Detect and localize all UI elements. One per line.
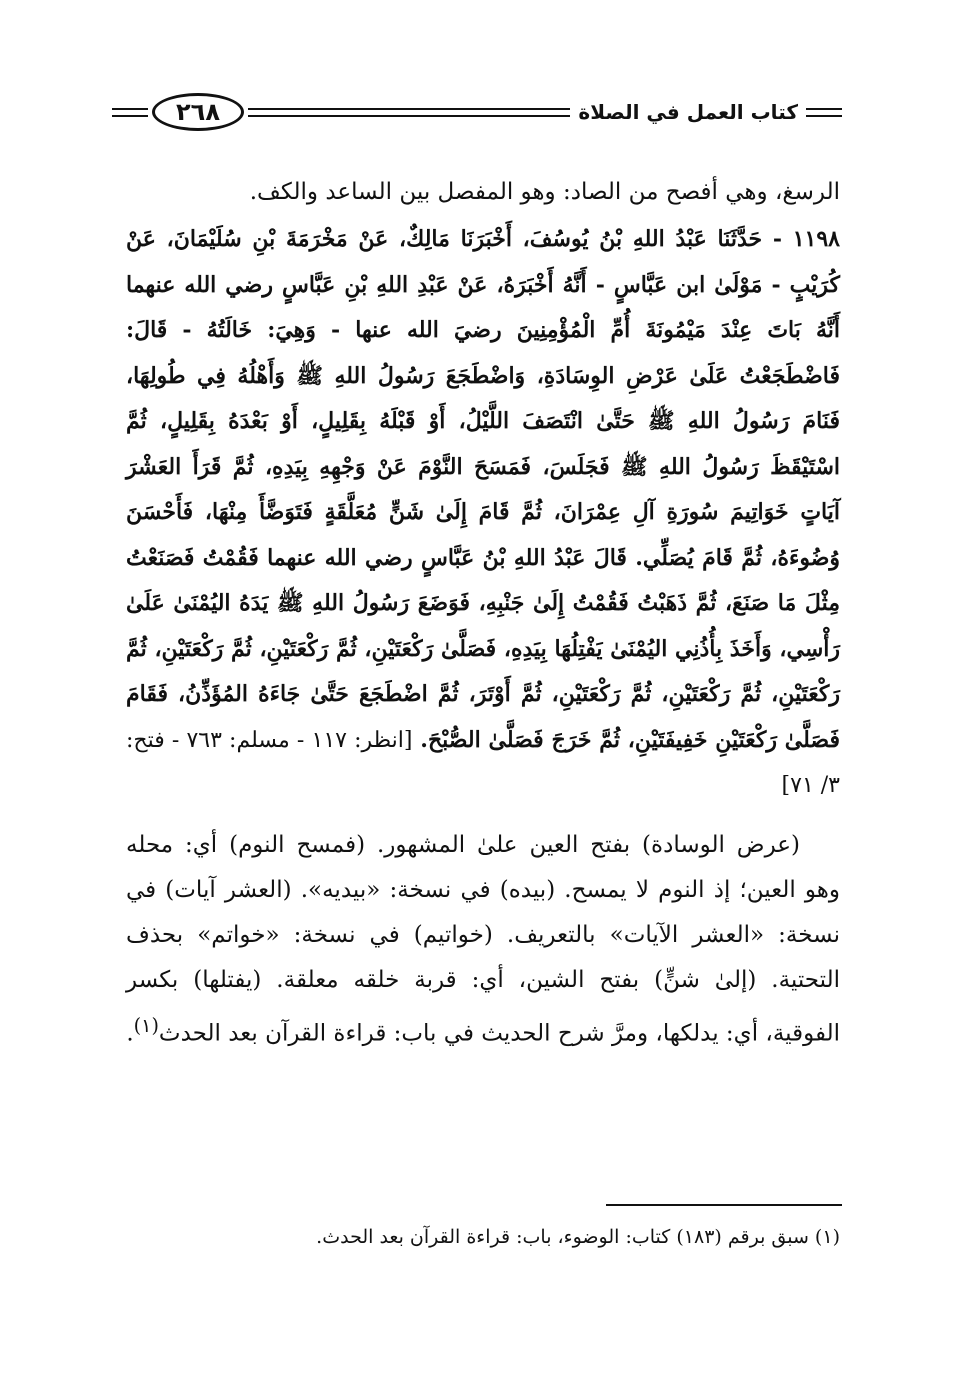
footnote-text: (١) سبق برقم (١٨٣) كتاب: الوضوء، باب: قراءة القرآن بعد الحدث. <box>316 1226 840 1248</box>
book-title: كتاب العمل في الصلاة <box>578 100 798 124</box>
hadith-reference: [انظر: ١١٧ - مسلم: ٧٦٣ - فتح: ٣/ ٧١] <box>126 727 840 798</box>
hadith-text: ١١٩٨ - حَدَّثَنَا عَبْدُ اللهِ بْنُ يُوسُفَ، أَخْبَرَنَا مَالِكٌ، عَنْ مَخْرَمَةَ بْنِ سُلَيْمَانَ، عَنْ كُرَيْبٍ - مَوْلَىٰ ابن عَبَّاسٍ - أَنَّهُ أَخْبَرَهُ، عَنْ عَبْدِ اللهِ بْنِ عَبَّاسٍ رضي الله عنهما أَنَّهُ بَاتَ عِنْدَ مَيْمُونَةَ أُمِّ الْمُؤْمِنِينَ رضيَ الله عنها - وَهِيَ: خَالَتُهُ - قَالَ: فَاضْطَجَعْتُ عَلَىٰ عَرْضِ الوِسَادَةِ، وَاضْطَجَعَ رَسُولُ اللهِ ﷺ وَأَهْلُهُ فِي طُولِهَا، فَنَامَ رَسُولُ اللهِ ﷺ حَتَّىٰ انْتَصَفَ اللَّيْلُ، أَوْ قَبْلَهُ بِقَلِيلٍ، أَوْ بَعْدَهُ بِقَلِيلٍ، ثُمَّ اسْتَيْقَظَ رَسُولُ اللهِ ﷺ فَجَلَسَ، فَمَسَحَ النَّوْمَ عَنْ وَجْهِهِ بِيَدِهِ، ثُمَّ قَرَأَ العَشْرَ آيَاتٍ خَوَاتِيمَ سُورَةِ آلِ عِمْرَانَ، ثُمَّ قَامَ إِلَىٰ شَنٍّ مُعَلَّقَةٍ فَتَوَضَّأَ مِنْهَا، فَأَحْسَنَ وُضُوءَهُ، ثُمَّ قَامَ يُصَلِّي. قَالَ عَبْدُ اللهِ بْنُ عَبَّاسٍ رضي الله عنهما فَقُمْتُ فَصَنَعْتُ مِثْلَ مَا صَنَعَ، ثُمَّ ذَهَبْتُ فَقُمْتُ إِلَىٰ جَنْبِهِ، فَوَضَعَ رَسُولُ اللهِ ﷺ يَدَهُ اليُمْنَىٰ عَلَىٰ رَأْسِي، وَأَخَذَ بِأُذُنِي اليُمْنَىٰ يَفْتِلُهَا بِيَدِهِ، فَصَلَّىٰ رَكْعَتَيْنِ، ثُمَّ رَكْعَتَيْنِ، ثُمَّ رَكْعَتَيْنِ، ثُمَّ رَكْعَتَيْنِ، ثُمَّ رَكْعَتَيْنِ، ثُمَّ رَكْعَتَيْنِ، ثُمَّ أَوْتَرَ، ثُمَّ اضْطَجَعَ حَتَّىٰ جَاءَهُ المُؤَذِّنُ، فَقَامَ فَصَلَّىٰ رَكْعَتَيْنِ خَفِيفَتَيْنِ، ثُمَّ خَرَجَ فَصَلَّىٰ الصُّبْحَ. <box>126 226 840 753</box>
page-header <box>112 86 842 138</box>
commentary-text: (عرض الوسادة) بفتح العين علىٰ المشهور. (فمسح النوم) أي: محله وهو العين؛ إذ النوم لا يمسح. (بيده) في نسخة: «بيديه». (العشر آيات) في نسخة: «العشر الآيات» بالتعريف. (خواتيم) في نسخة: «خواتم» بحذف التحتية. (إلىٰ شنٍّ) بفتح الشين، أي: قربة خلقه معلقة. (يفتلها) بكسر الفوقية، أي: يدلكها، ومرَّ شرح الحديث في باب: قراءة القرآن بعد الحدث <box>126 831 840 1047</box>
commentary-paragraph <box>126 823 840 1057</box>
header-rule-middle <box>248 108 570 117</box>
hadith-paragraph <box>126 217 840 809</box>
header-rule-left <box>112 108 148 117</box>
footnote-marker: (١) <box>133 1013 159 1037</box>
page-body <box>126 168 840 1056</box>
page-number: ٢٦٨ <box>152 93 244 131</box>
intro-paragraph: الرسغ، وهي أفصح من الصاد: وهو المفصل بين الساعد والكف. <box>249 179 840 205</box>
header-rule-right <box>806 108 842 117</box>
footnote-separator <box>606 1204 842 1206</box>
commentary-end: . <box>126 1020 134 1047</box>
